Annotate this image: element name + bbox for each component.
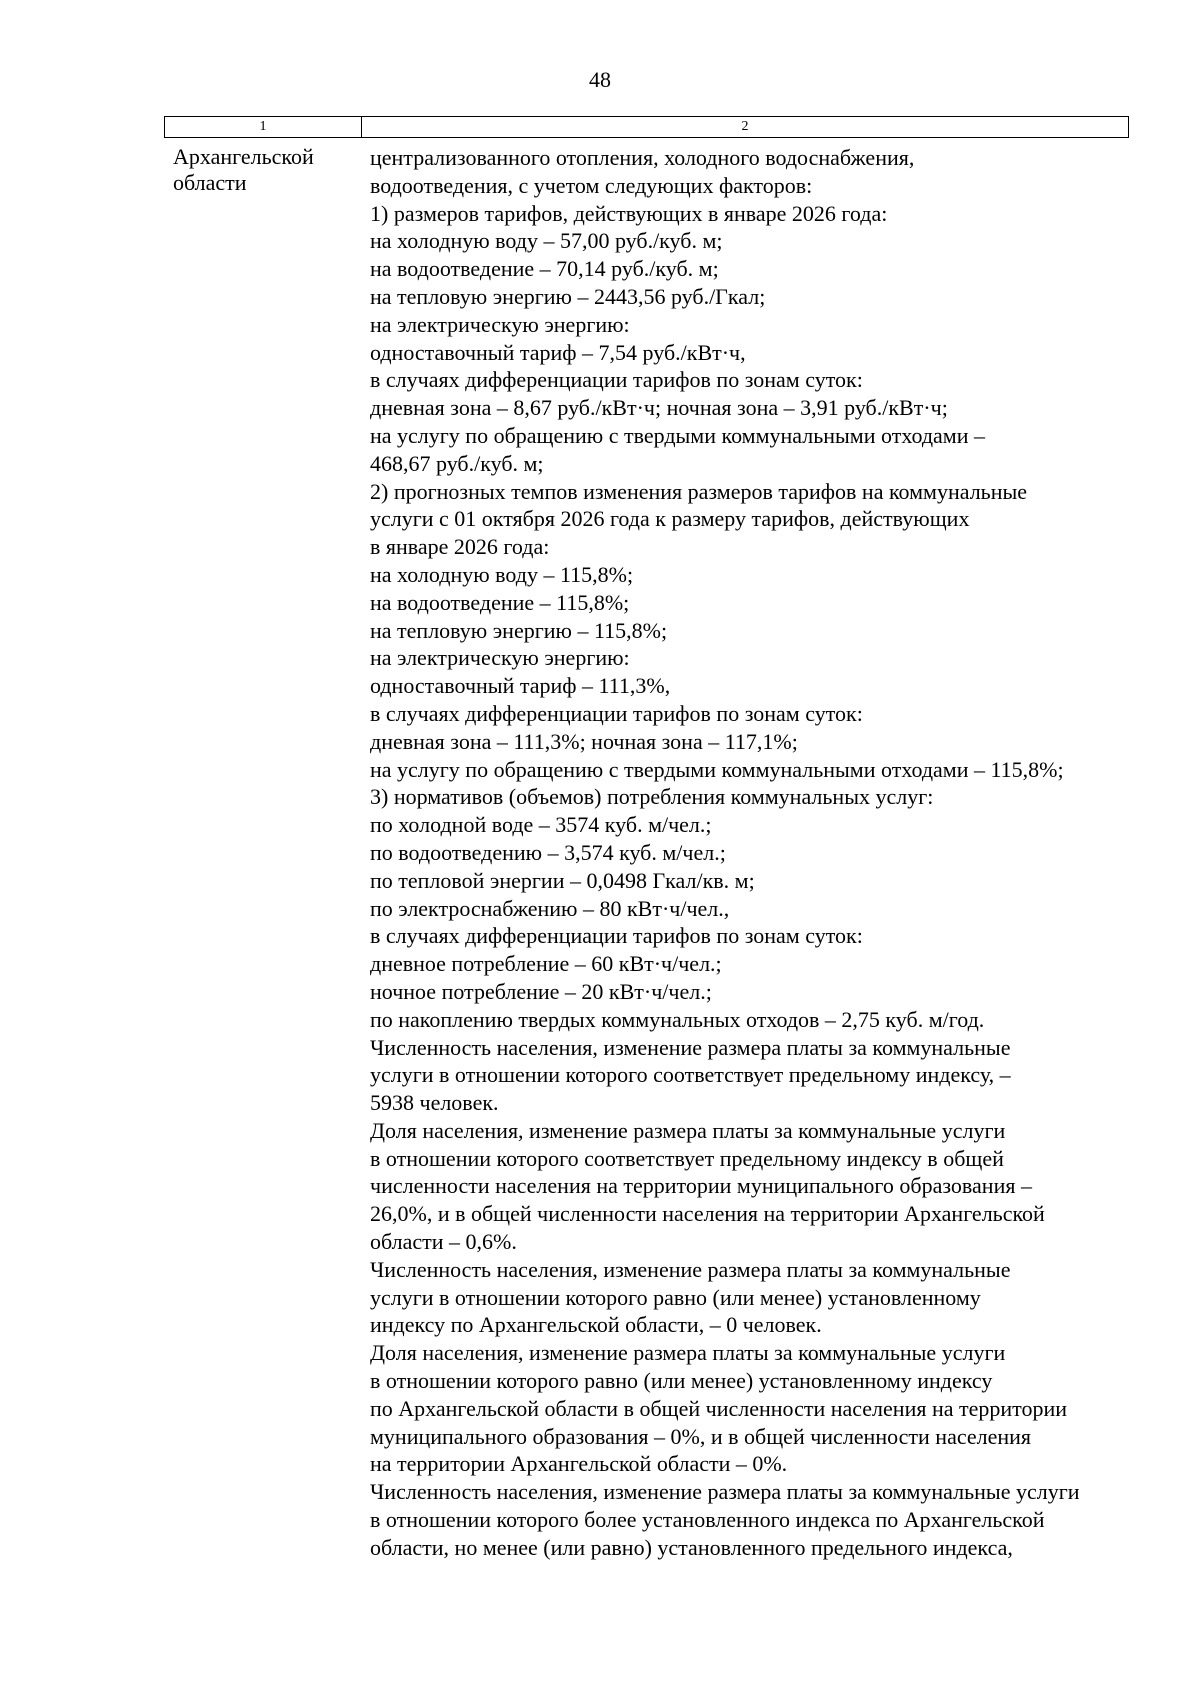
content-line: 26,0%, и в общей численности населения на территории Архангельской: [370, 1201, 1045, 1227]
content-line: Численность населения, изменение размера платы за коммунальные: [370, 1256, 1011, 1282]
content-line: на холодную воду – 115,8%;: [370, 561, 634, 587]
content-line: Доля населения, изменение размера платы за коммунальные услуги: [370, 1340, 1006, 1366]
content-line: численности населения на территории муниципального образования –: [370, 1173, 1032, 1199]
content-line: Численность населения, изменение размера платы за коммунальные услуги: [370, 1479, 1080, 1505]
content-line: индексу по Архангельской области, – 0 человек.: [370, 1312, 822, 1338]
content-line: 2) прогнозных темпов изменения размеров тарифов на коммунальные: [370, 478, 1028, 504]
table-header-row: [164, 116, 1129, 138]
content-line: в случаях дифференциации тарифов по зонам суток:: [370, 700, 863, 726]
region-line: Архангельской: [173, 144, 314, 169]
content-line: дневная зона – 111,3%; ночная зона – 117,1%;: [370, 728, 798, 754]
content-line: на территории Архангельской области – 0%.: [370, 1451, 788, 1477]
content-line: услуги в отношении которого соответствует предельному индексу, –: [370, 1062, 1011, 1088]
content-line: дневное потребление – 60 кВт·ч/чел.;: [370, 951, 722, 977]
content-line: дневная зона – 8,67 руб./кВт·ч; ночная зона – 3,91 руб./кВт·ч;: [370, 395, 948, 421]
content-line: на тепловую энергию – 115,8%;: [370, 617, 668, 643]
content-line: водоотведения, с учетом следующих факторов:: [370, 172, 813, 198]
content-line: по Архангельской области в общей численности населения на территории: [370, 1395, 1068, 1421]
content-line: области, но менее (или равно) установленного предельного индекса,: [370, 1534, 1013, 1560]
content-cell: [370, 144, 1130, 1562]
page-number: 48: [589, 67, 611, 92]
content-line: на водоотведение – 70,14 руб./куб. м;: [370, 256, 719, 282]
content-line: муниципального образования – 0%, и в общей численности населения: [370, 1423, 1032, 1449]
content-line: области – 0,6%.: [370, 1229, 517, 1255]
content-line: на тепловую энергию – 2443,56 руб./Гкал;: [370, 283, 766, 309]
content-line: на электрическую энергию:: [370, 311, 630, 337]
table-header-col1: 1: [165, 117, 362, 137]
content-line: в отношении которого равно (или менее) установленному индексу: [370, 1368, 993, 1394]
content-line: Численность населения, изменение размера платы за коммунальные: [370, 1034, 1011, 1060]
content-line: в отношении которого более установленного индекса по Архангельской: [370, 1507, 1045, 1533]
table-header-col2: 2: [741, 119, 749, 134]
content-line: на электрическую энергию:: [370, 645, 630, 671]
content-line: на холодную воду – 57,00 руб./куб. м;: [370, 228, 723, 254]
region-cell: [173, 144, 363, 196]
content-line: централизованного отопления, холодного водоснабжения,: [370, 145, 915, 170]
content-line: услуги с 01 октября 2026 года к размеру тарифов, действующих: [370, 506, 970, 532]
content-line: в отношении которого соответствует предельному индексу в общей: [370, 1145, 1004, 1171]
content-line: в случаях дифференциации тарифов по зонам суток:: [370, 923, 863, 949]
content-line: 468,67 руб./куб. м;: [370, 450, 544, 476]
content-line: по электроснабжению – 80 кВт·ч/чел.,: [370, 895, 730, 921]
content-line: 3) нормативов (объемов) потребления коммунальных услуг:: [370, 784, 934, 810]
content-line: одноставочный тариф – 7,54 руб./кВт·ч,: [370, 339, 746, 365]
content-line: на услугу по обращению с твердыми коммунальными отходами –: [370, 422, 986, 448]
content-line: одноставочный тариф – 111,3%,: [370, 673, 671, 699]
content-line: по холодной воде – 3574 куб. м/чел.;: [370, 812, 712, 838]
content-line: услуги в отношении которого равно (или менее) установленному: [370, 1284, 981, 1310]
content-line: на услугу по обращению с твердыми коммунальными отходами – 115,8%;: [370, 756, 1064, 782]
content-line: по тепловой энергии – 0,0498 Гкал/кв. м;: [370, 867, 755, 893]
content-line: 1) размеров тарифов, действующих в январе 2026 года:: [370, 200, 888, 226]
content-line: ночное потребление – 20 кВт·ч/чел.;: [370, 978, 712, 1004]
content-line: 5938 человек.: [370, 1090, 499, 1116]
content-line: Доля населения, изменение размера платы за коммунальные услуги: [370, 1117, 1006, 1143]
region-line: области: [173, 170, 247, 195]
content-line: по водоотведению – 3,574 куб. м/чел.;: [370, 839, 726, 865]
content-line: в случаях дифференциации тарифов по зонам суток:: [370, 367, 863, 393]
content-line: в январе 2026 года:: [370, 534, 550, 560]
content-line: на водоотведение – 115,8%;: [370, 589, 630, 615]
content-line: по накоплению твердых коммунальных отходов – 2,75 куб. м/год.: [370, 1006, 985, 1032]
